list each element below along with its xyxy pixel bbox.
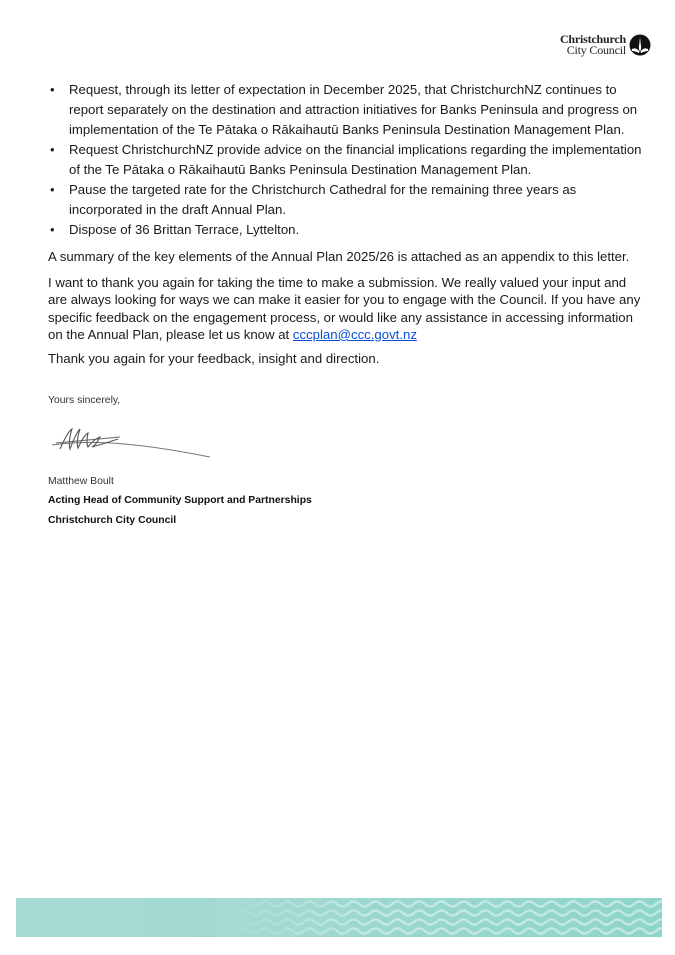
summary-paragraph: A summary of the key elements of the Annual Plan 2025/26 is attached as an appendix to this letter. <box>48 249 630 264</box>
list-item <box>48 220 648 240</box>
email-link[interactable]: cccplan@ccc.govt.nz <box>292 326 417 342</box>
bullet-icon: • <box>50 222 55 237</box>
logo-wordmark <box>560 34 626 56</box>
letter-body <box>48 80 648 369</box>
council-logo <box>560 34 651 56</box>
list-item-text: Dispose of 36 Brittan Terrace, Lyttelton. <box>69 222 300 237</box>
list-item <box>48 140 648 180</box>
logo-line-1: Christchurch <box>559 32 626 46</box>
wave-fade <box>216 898 662 937</box>
list-item-text: Request ChristchurchNZ provide advice on the financial implications regarding the implementation of the Te Pātaka o Rākaihautū Banks Peninsula Destination Management Plan. <box>69 142 642 177</box>
bullet-icon: • <box>50 82 55 97</box>
signoff: Yours sincerely, <box>48 395 121 406</box>
signer-title: Acting Head of Community Support and Partnerships <box>48 495 312 506</box>
signer-organisation: Christchurch City Council <box>48 515 177 526</box>
bullet-icon: • <box>50 142 55 157</box>
list-item-text: Pause the targeted rate for the Christchurch Cathedral for the remaining three years as incorporated in the draft Annual Plan. <box>69 182 577 217</box>
resolution-list <box>48 80 648 240</box>
list-item <box>48 80 648 140</box>
cathedral-emblem-icon <box>629 34 651 56</box>
list-item <box>48 180 648 220</box>
signature-image <box>50 423 215 463</box>
logo-line-2: City Council <box>566 43 626 57</box>
wave-pattern-icon <box>16 898 662 937</box>
bullet-icon: • <box>50 182 55 197</box>
closing-paragraph: Thank you again for your feedback, insight and direction. <box>48 351 380 367</box>
wave-pattern-banner <box>16 898 662 937</box>
thanks-text: I want to thank you again for taking the time to make a submission. We really valued your input and are always looking for ways we can make it easier for you to engage with the Council. If you have any specific feedback on the engagement process, or would like any assistance in accessing information on the Annual Plan, please let us know at <box>48 275 641 342</box>
signer-name: Matthew Boult <box>48 476 114 487</box>
thanks-paragraph <box>48 274 648 343</box>
list-item-text: Request, through its letter of expectation in December 2025, that ChristchurchNZ continues to report separately on the destination and attraction initiatives for Banks Peninsula and progress on implementation of the Te Pātaka o Rākaihautū Banks Peninsula Destination Management Plan. <box>69 82 638 137</box>
